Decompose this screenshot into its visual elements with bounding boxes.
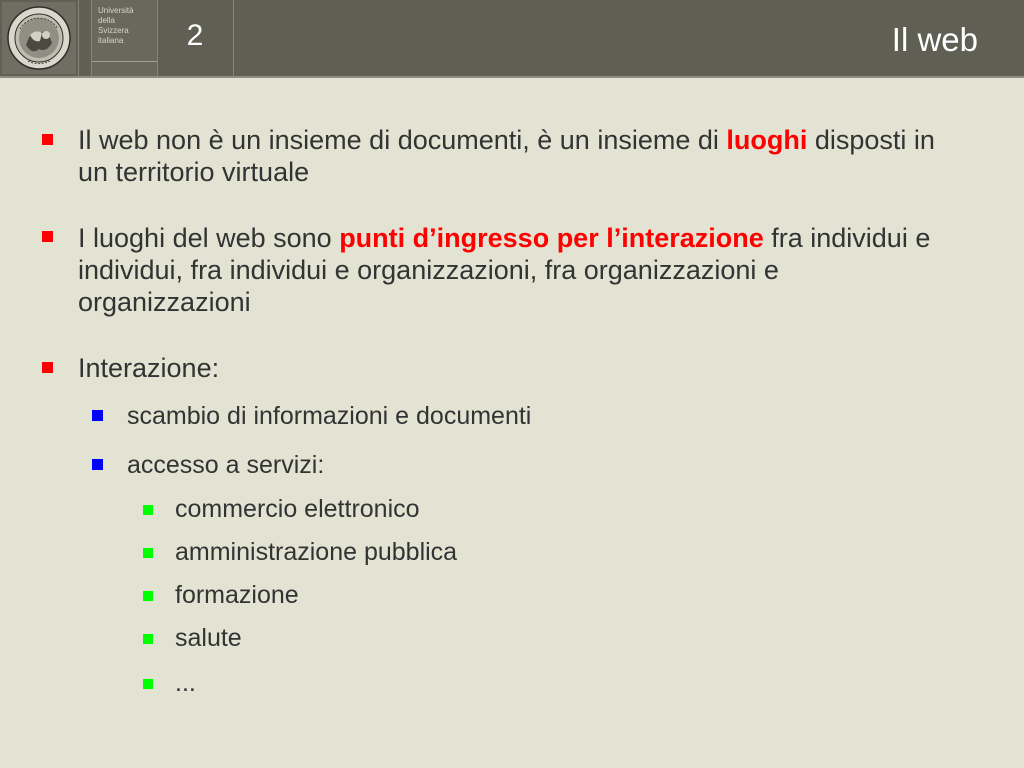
bullet-item bbox=[78, 124, 958, 188]
bullet-square-green bbox=[143, 591, 153, 601]
university-underline bbox=[92, 61, 157, 62]
sub-sub-bullet-item: commercio elettronico bbox=[175, 495, 420, 523]
bullet-square-red bbox=[42, 362, 53, 373]
bullet-text: fra individui e individui, fra individui e organizzazioni, fra organizzazioni e organizzazioni bbox=[78, 223, 931, 317]
highlight-text: luoghi bbox=[726, 125, 808, 155]
slide-title: Il web bbox=[891, 21, 978, 58]
bullet-square-red bbox=[42, 231, 53, 242]
bullet-square-green bbox=[143, 505, 153, 515]
bullet-square-green bbox=[143, 548, 153, 558]
sub-bullet-item: accesso a servizi: bbox=[127, 451, 325, 479]
bullet-square-red bbox=[42, 134, 53, 145]
bullet-square-green bbox=[143, 634, 153, 644]
page-number: 2 bbox=[186, 19, 204, 52]
bullet-square-green bbox=[143, 679, 153, 689]
sub-sub-bullet-item: formazione bbox=[175, 581, 299, 609]
bullet-item bbox=[78, 222, 958, 318]
header-divider bbox=[78, 0, 79, 76]
sub-bullet-item: scambio di informazioni e documenti bbox=[127, 402, 532, 430]
logo-box bbox=[2, 2, 76, 74]
sub-sub-bullet-item: amministrazione pubblica bbox=[175, 538, 458, 566]
header-bottom-border bbox=[0, 76, 1024, 78]
bullet-item: Interazione: bbox=[78, 353, 220, 383]
bullet-text: I luoghi del web sono bbox=[78, 223, 340, 253]
header-divider bbox=[233, 0, 234, 76]
bullet-text: disposti in un territorio virtuale bbox=[78, 125, 935, 187]
politecnico-seal-logo bbox=[6, 5, 72, 71]
bullet-square-blue bbox=[92, 410, 103, 421]
sub-sub-bullet-item: salute bbox=[175, 624, 242, 652]
slide-header bbox=[0, 0, 1024, 76]
bullet-square-blue bbox=[92, 459, 103, 470]
university-label-box bbox=[92, 0, 157, 76]
highlight-text: punti d’ingresso per l’interazione bbox=[339, 223, 764, 253]
bullet-text: Il web non è un insieme di documenti, è un insieme di bbox=[78, 125, 727, 155]
sub-sub-bullet-item: ... bbox=[175, 669, 196, 697]
university-name: Università della Svizzera italiana bbox=[98, 6, 134, 45]
